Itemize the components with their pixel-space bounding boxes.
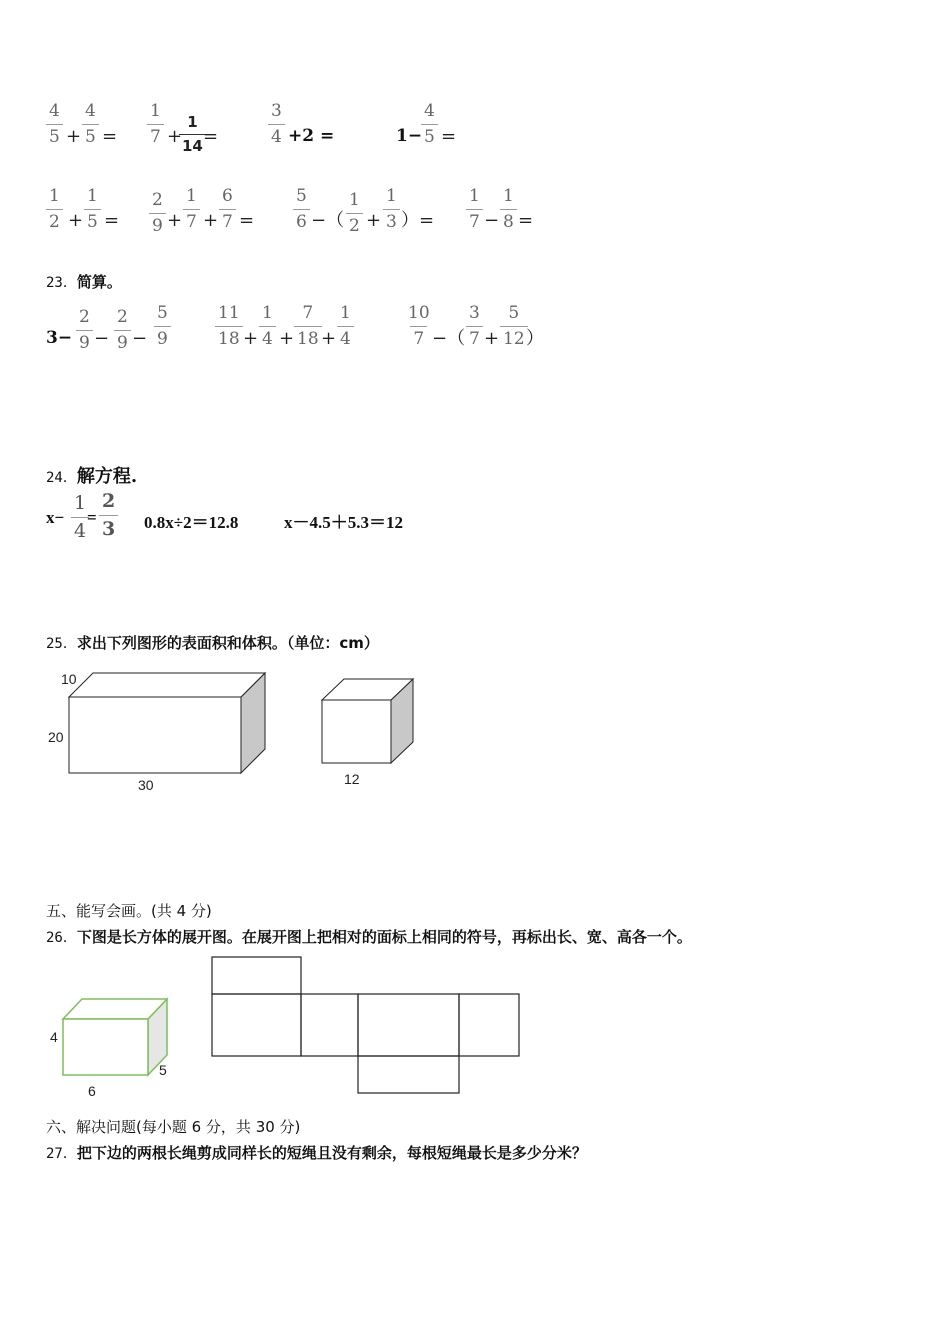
fraction: $\frac{5}{12}$ <box>500 305 528 348</box>
plus-sign: + <box>68 210 84 231</box>
equals-sign: = <box>518 210 534 231</box>
cuboid-length-label: 30 <box>138 777 154 793</box>
fraction: $\frac{6}{7}$ <box>219 188 236 231</box>
fraction: $\frac{1}{7}$ <box>147 103 164 146</box>
question-title: 解方程. <box>76 466 138 487</box>
equals-sign: = <box>441 126 457 147</box>
minus-sign: − <box>484 210 500 231</box>
fraction: $\frac{2}{9}$ <box>114 309 131 352</box>
fraction: $\frac{1}{4}$ <box>337 305 354 348</box>
box-length-label: 6 <box>88 1083 96 1099</box>
question-title: 把下边的两根长绳剪成同样长的短绳且没有剩余，每根短绳最长是多少分米？ <box>76 1144 587 1162</box>
equals-sign: = <box>203 126 219 147</box>
fraction: $\frac{3}{7}$ <box>466 305 483 348</box>
plus-sign: + <box>203 210 219 231</box>
plus-sign: + <box>167 210 183 231</box>
close-paren: ） <box>526 328 544 349</box>
equation-2: 0.8x÷2＝12.8 <box>144 513 239 532</box>
plus-sign: + <box>167 126 183 147</box>
q26-heading <box>46 926 692 947</box>
cuboid-figure <box>69 673 265 773</box>
box-width-label: 5 <box>159 1062 167 1078</box>
plus-sign: + <box>484 328 500 349</box>
section6-title: 六、解决问题(每小题 6 分，共 30 分) <box>46 1118 301 1136</box>
fraction: $\frac{4}{5}$ <box>82 103 99 146</box>
section5-title: 五、能写会画。(共 4 分) <box>46 902 212 920</box>
cuboid-height-label: 20 <box>48 729 64 745</box>
q27-heading <box>46 1142 587 1163</box>
net-face-1 <box>212 994 301 1056</box>
close-paren-equals: ）= <box>401 210 435 231</box>
fraction: $\frac{4}{5}$ <box>46 103 63 146</box>
box-height-label: 4 <box>50 1029 58 1045</box>
expression-head: x− <box>46 508 65 527</box>
net-face-bottom <box>358 1056 459 1093</box>
question-number: 23． <box>46 275 77 291</box>
question-title: 求出下列图形的表面积和体积。（单位：cm） <box>76 634 379 652</box>
question-title: 简算。 <box>76 273 122 291</box>
plus-sign: + <box>366 210 382 231</box>
fraction: $\frac{1}{5}$ <box>84 188 101 231</box>
net-face-4 <box>459 994 519 1056</box>
fraction: $\frac{2}{3}$ <box>99 492 118 539</box>
fraction: $\frac{10}{7}$ <box>408 303 430 349</box>
expression-head: 3− <box>46 328 73 348</box>
expression-tail: +2 = <box>288 126 335 146</box>
fraction: $\frac{5}{9}$ <box>154 305 171 348</box>
fraction: $\frac{11}{18}$ <box>215 305 243 348</box>
minus-sign: − <box>132 328 148 349</box>
plus-sign: + <box>321 328 337 349</box>
fraction: $\frac{1}{7}$ <box>183 188 200 231</box>
fraction: $\frac{1}{4}$ <box>71 494 89 541</box>
equals-sign: = <box>87 508 97 527</box>
fraction: $\frac{2}{9}$ <box>149 192 166 235</box>
net-face-3 <box>358 994 459 1056</box>
fraction: $\frac{1}{8}$ <box>500 188 517 231</box>
expression-head: 1− <box>396 126 423 146</box>
fraction: $\frac{1}{2}$ <box>346 192 363 235</box>
question-number: 25． <box>46 636 77 652</box>
minus-sign: − <box>94 328 110 349</box>
equals-sign: = <box>239 210 255 231</box>
question-title: 下图是长方体的展开图。在展开图上把相对的面标上相同的符号，再标出长、宽、高各一个。 <box>76 928 692 946</box>
equals-sign: = <box>102 126 118 147</box>
fraction: $\frac{5}{6}$ <box>293 188 310 231</box>
plus-sign: + <box>279 328 295 349</box>
cuboid-depth-label: 10 <box>61 671 77 687</box>
box-figure <box>63 999 167 1075</box>
fraction: $\frac{3}{4}$ <box>268 103 285 146</box>
net-face-top <box>212 957 301 994</box>
fraction: $\frac{7}{18}$ <box>294 305 322 348</box>
question-number: 26． <box>46 930 77 946</box>
fraction: $\frac{1}{7}$ <box>466 188 483 231</box>
cube-figure <box>322 679 413 763</box>
net-face-2 <box>301 994 358 1056</box>
fraction: $\frac{2}{9}$ <box>76 309 93 352</box>
plus-sign: + <box>66 126 82 147</box>
fraction: $\frac{4}{5}$ <box>421 103 438 146</box>
fraction: $\frac{1}{14}$ <box>179 115 206 154</box>
equation-3: x－4.5＋5.3＝12 <box>284 513 403 532</box>
fraction: $\frac{1}{2}$ <box>46 188 63 231</box>
minus-paren: −（ <box>432 328 466 349</box>
plus-sign: + <box>243 328 259 349</box>
fraction: $\frac{1}{3}$ <box>383 188 400 231</box>
minus-paren: −（ <box>311 210 345 231</box>
cuboid-net <box>212 957 519 1093</box>
fraction: $\frac{1}{4}$ <box>259 305 276 348</box>
equals-sign: = <box>104 210 120 231</box>
cube-edge-label: 12 <box>344 771 360 787</box>
question-number: 24． <box>46 470 77 486</box>
question-number: 27． <box>46 1146 77 1162</box>
